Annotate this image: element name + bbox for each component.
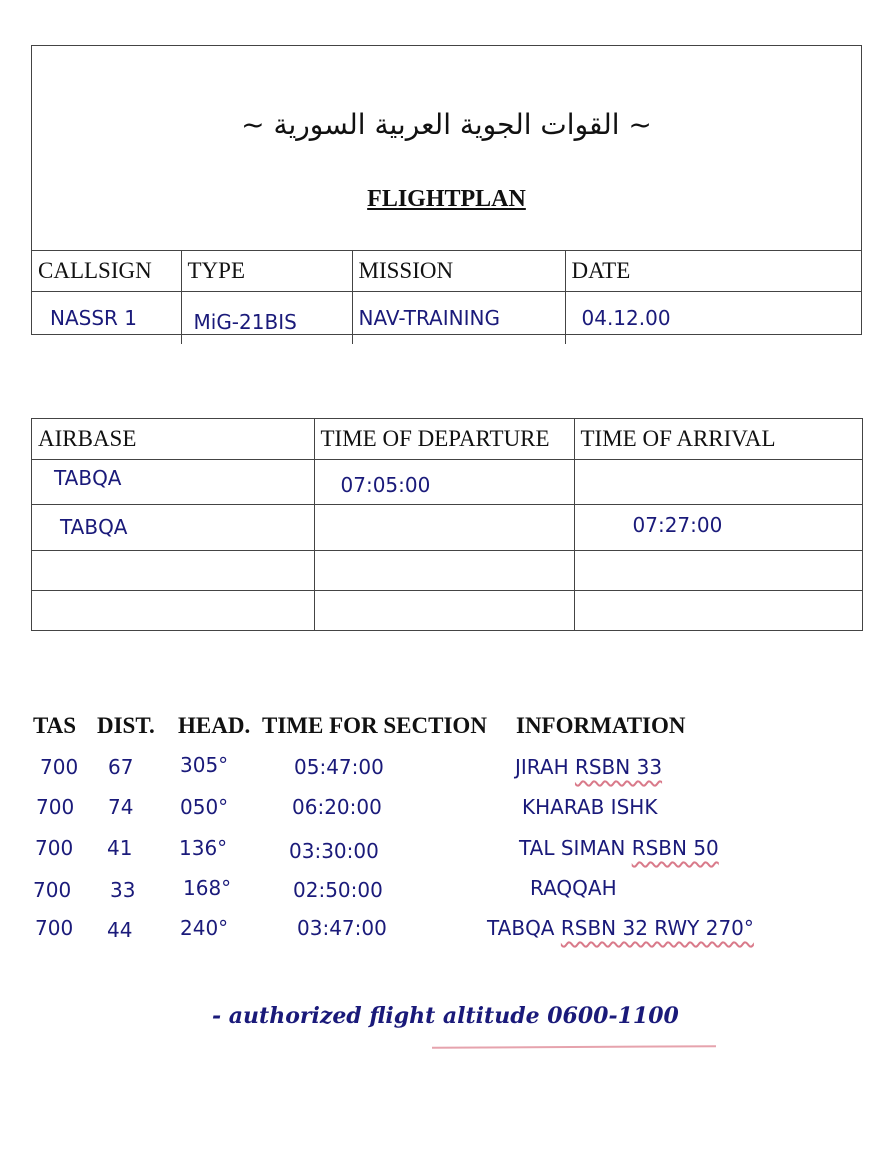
dist-value: 33 <box>110 878 136 902</box>
time-value: 02:50:00 <box>293 878 383 902</box>
tas-value: 700 <box>33 878 72 902</box>
section-row <box>0 878 896 908</box>
table-row <box>32 590 862 630</box>
type-header: TYPE <box>181 251 352 292</box>
section-row <box>0 916 896 946</box>
info-text: TAL SIMAN <box>519 836 626 860</box>
info-value <box>515 755 662 779</box>
dist-value: 44 <box>107 918 133 942</box>
section-row <box>0 836 896 866</box>
section-row <box>0 795 896 825</box>
info-underlined: RSBN 32 RWY 270° <box>560 916 754 940</box>
info-text: TABQA <box>487 916 555 940</box>
head-value: 240° <box>180 916 229 940</box>
airbase-header: AIRBASE <box>32 419 314 459</box>
date-header: DATE <box>565 251 861 292</box>
mission-header: MISSION <box>352 251 565 292</box>
callsign-value: NASSR 1 <box>32 292 181 345</box>
note-underline <box>432 1045 716 1048</box>
header-box <box>31 45 862 335</box>
departure-cell: 07:05:00 <box>314 459 574 504</box>
departure-cell <box>314 590 574 630</box>
type-value: MiG-21BIS <box>181 292 352 345</box>
info-text: RAQQAH <box>530 876 617 900</box>
tas-value: 700 <box>40 755 79 779</box>
arrival-cell <box>574 590 862 630</box>
time-value: 03:30:00 <box>289 839 379 863</box>
table-row <box>32 550 862 590</box>
head-value: 050° <box>180 795 229 819</box>
arrival-cell: 07:27:00 <box>574 504 862 550</box>
departure-cell <box>314 550 574 590</box>
tas-value: 700 <box>36 795 75 819</box>
section-row <box>0 755 896 785</box>
info-underlined: RSBN 33 <box>574 755 663 779</box>
table-row <box>32 459 862 504</box>
airbase-cell <box>32 590 314 630</box>
time-value: 06:20:00 <box>292 795 382 819</box>
dist-value: 41 <box>107 836 133 860</box>
info-value <box>522 795 657 819</box>
info-text: JIRAH <box>515 755 569 779</box>
info-value <box>519 836 719 860</box>
time-header: TIME FOR SECTION <box>262 713 487 738</box>
arrival-header: TIME OF ARRIVAL <box>574 419 862 459</box>
airbase-cell: TABQA <box>32 504 314 550</box>
time-value: 05:47:00 <box>294 755 384 779</box>
airbase-table <box>31 418 863 631</box>
table-row <box>32 504 862 550</box>
dist-header: DIST. <box>97 713 155 738</box>
head-value: 136° <box>179 836 228 860</box>
tas-value: 700 <box>35 916 74 940</box>
head-value: 168° <box>183 876 232 900</box>
info-text: KHARAB ISHK <box>522 795 658 819</box>
info-underlined: RSBN 50 <box>631 836 719 860</box>
dist-value: 67 <box>108 755 134 779</box>
arrival-cell <box>574 550 862 590</box>
flight-info-table <box>32 250 861 344</box>
mission-value: NAV-TRAINING <box>352 292 565 345</box>
dist-value: 74 <box>108 795 134 819</box>
altitude-note: - authorized flight altitude 0600-1100 <box>212 1003 679 1029</box>
info-value <box>530 876 617 900</box>
flightplan-title: FLIGHTPLAN <box>367 186 526 212</box>
departure-header: TIME OF DEPARTURE <box>314 419 574 459</box>
airbase-cell <box>32 550 314 590</box>
head-value: 305° <box>180 753 229 777</box>
airbase-cell: TABQA <box>32 459 314 504</box>
tas-value: 700 <box>35 836 74 860</box>
date-value: 04.12.00 <box>565 292 861 345</box>
departure-cell <box>314 504 574 550</box>
tas-header: TAS <box>33 713 77 738</box>
head-header: HEAD. <box>178 713 251 738</box>
info-header: INFORMATION <box>516 713 686 738</box>
arabic-title: ~ القوات الجوية العربية السورية ~ <box>241 108 652 141</box>
callsign-header: CALLSIGN <box>32 251 181 292</box>
time-value: 03:47:00 <box>297 916 387 940</box>
arrival-cell <box>574 459 862 504</box>
info-value <box>487 916 754 940</box>
